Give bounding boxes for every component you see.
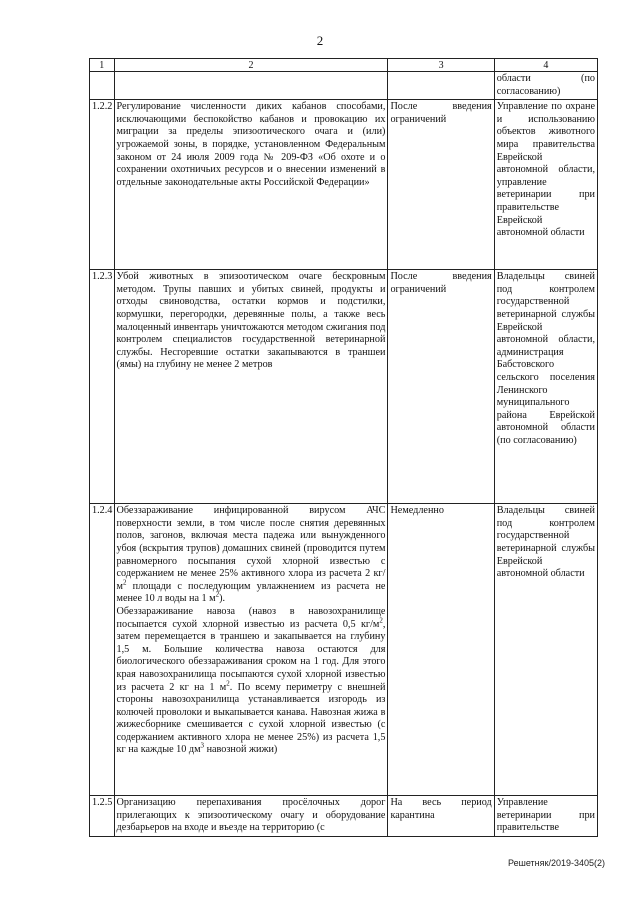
table-header-row <box>90 59 598 72</box>
row-responsible: Владельцы свиней под контролем государственной ветеринарной службы Еврейской автономной области <box>494 504 597 796</box>
row-responsible: Владельцы свиней под контролем государственной ветеринарной службы Еврейской автономной области, администрация Бабстовского сельского поселения Ленинского муниципального района Еврейской автономной области (по согласованию) <box>494 270 597 504</box>
row-term: После введения ограничений <box>388 270 494 504</box>
continuation-responsible: области (по согласованию) <box>494 72 597 100</box>
row-action: Организацию перепахивания просёлочных дорог прилегающих к эпизоотическому очагу и оборудование дезбарьеров на входе и въезде на территорию (с <box>114 796 388 837</box>
header-cell-3: 3 <box>388 59 494 72</box>
continuation-row <box>90 72 598 100</box>
row-number: 1.2.3 <box>90 270 115 504</box>
table-row <box>90 796 598 837</box>
row-term: На весь период карантина <box>388 796 494 837</box>
row-responsible: Управление ветеринарии при правительстве <box>494 796 597 837</box>
action-paragraph-1: Обеззараживание инфицированной вирусом АЧС поверхности земли, в том числе после снятия деревянных полов, загонов, включая места падежа или вынужденного убоя (вскрытия трупов) домашних свиней (проводится путем равномерного посыпания сухой хлорной известью с содержанием не менее 25% активного хлора из расчета 2 $кг/м^2$ площади с последующим увлажнением из расчета не менее 10 л воды на 1 $м^2$). <box>116 505 386 605</box>
row-action: Регулирование численности диких кабанов способами, исключающими беспокойство кабанов и провокацию их миграции за пределы эпизоотического очага и (или) угрожаемой зоны, в порядке, установленном Федеральным законом от 24 июля 2009 года № 209-ФЗ «Об охоте и о сохранении охотничьих ресурсов и о внесении изменений в отдельные законодательные акты Российской Федерации» <box>114 100 388 270</box>
row-action: Убой животных в эпизоотическом очаге бескровным методом. Трупы павших и убитых свиней, продукты и отходы свиноводства, остатки кормов и подстилки, кормушки, перегородки, деревянные полы, а также весь малоценный инвентарь уничтожаются методом сжигания под контролем специалистов государственной ветеринарной службы. Несгоревшие остатки закапываются в траншеи (ямы) на глубину не менее 2 метров <box>114 270 388 504</box>
document-footer: Решетняк/2019-3405(2) <box>508 858 605 868</box>
header-cell-2: 2 <box>114 59 388 72</box>
table-row <box>90 100 598 270</box>
table-row <box>90 504 598 796</box>
table-row <box>90 270 598 504</box>
action-paragraph-2: Обеззараживание навоза (навоз в навозохранилище посыпается сухой хлорной известью из расчета 0,5 $кг/м^2$, затем перемещается в траншею и закапывается на глубину 1,5 м. Большие количества навоза остаются для биологического обеззараживания сроком на 1 год. Для этого края навозохранилища посыпаются сухой хлорной известью из расчета 2 кг на 1 $м^2$. По всему периметру с внешней стороны навозохранилища устанавливается изгородь из колючей проволоки и выкапывается канава. Навозная жижа в жижесборнике смешивается с сухой хлорной известью (с содержанием активного хлора не менее 25%) из расчета 1,5 кг на каждые 10 $дм^3$ навозной жижи) <box>116 605 386 756</box>
header-cell-4: 4 <box>494 59 597 72</box>
row-term: После введения ограничений <box>388 100 494 270</box>
row-action <box>114 504 388 796</box>
header-cell-1: 1 <box>90 59 115 72</box>
row-number: 1.2.2 <box>90 100 115 270</box>
row-responsible: Управление по охране и использованию объектов животного мира правительства Еврейской автономной области, управление ветеринарии при правительстве Еврейской автономной области <box>494 100 597 270</box>
measures-table <box>89 58 598 837</box>
row-number: 1.2.4 <box>90 504 115 796</box>
row-term: Немедленно <box>388 504 494 796</box>
row-number: 1.2.5 <box>90 796 115 837</box>
page-number: 2 <box>316 33 324 48</box>
